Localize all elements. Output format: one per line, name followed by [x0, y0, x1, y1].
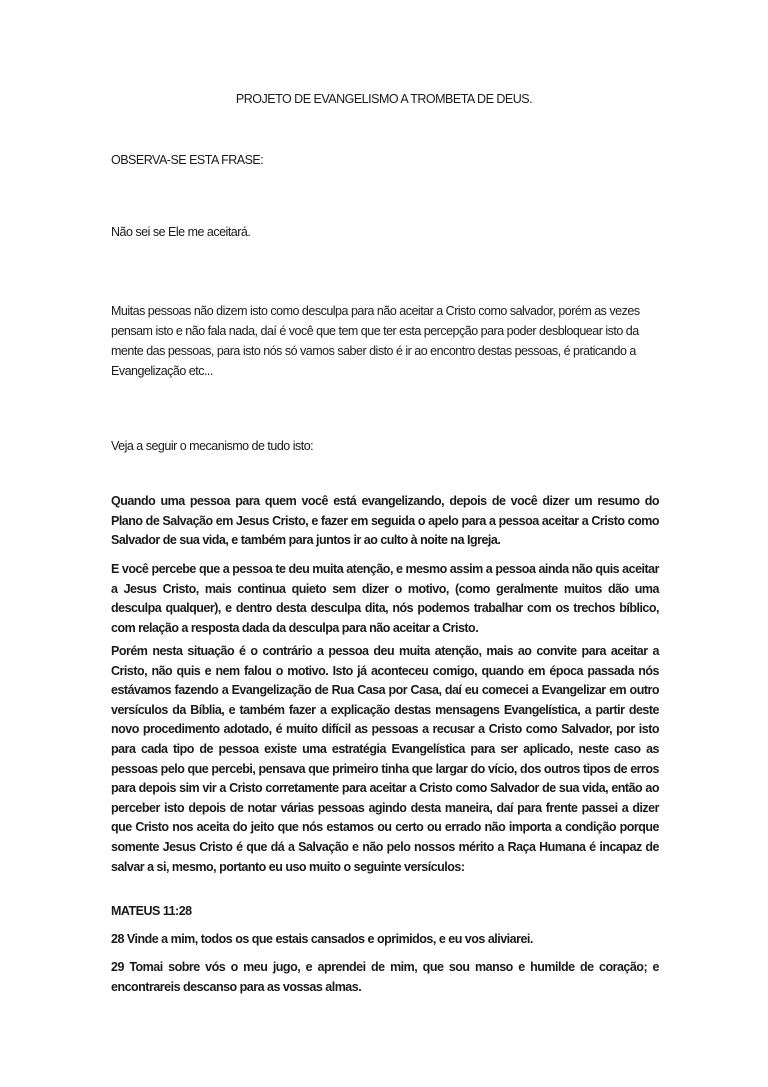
heading-phrase: OBSERVA-SE ESTA FRASE:: [111, 153, 264, 167]
intro-paragraph: Muitas pessoas não dizem isto como desculpa para não aceitar a Cristo como salvador, porém as vezes pensam isto e não fala nada, daí é você que tem que ter esta percepção para poder desbloquear isto da mente das pessoas, para isto nós só vamos saber disto é ir ao encontro destas pessoas, é praticando a Evangelização etc...: [111, 304, 640, 378]
verse-29: 29 Tomai sobre vós o meu jugo, e aprendei de mim, que sou manso e humilde de coração; e encontrareis descanso para as vossas almas.: [111, 960, 659, 994]
paragraph-2: E você percebe que a pessoa te deu muita atenção, e mesmo assim a pessoa ainda não quis aceitar a Jesus Cristo, mais continua quieto sem dizer o motivo, (como geralmente muitos dão uma desculpa qualquer), e dentro desta desculpa dita, nós podemos trabalhar com os trechos bíblico, com relação a resposta dada da desculpa para não aceitar a Cristo.: [111, 562, 659, 635]
verse-28: 28 Vinde a mim, todos os que estais cansados e oprimidos, e eu vos aliviarei.: [111, 932, 533, 946]
paragraph-1: Quando uma pessoa para quem você está evangelizando, depois de você dizer um resumo do Plano de Salvação em Jesus Cristo, e fazer em seguida o apelo para a pessoa aceitar a Cristo como Salvador de sua vida, e também para juntos ir ao culto à noite na Igreja.: [111, 494, 659, 548]
mechanism-line: Veja a seguir o mecanismo de tudo isto:: [111, 439, 314, 453]
scripture-reference: MATEUS 11:28: [111, 904, 192, 918]
paragraph-3: Porém nesta situação é o contrário a pessoa deu muita atenção, mais ao convite para aceitar a Cristo, não quis e nem falou o motivo. Isto já aconteceu comigo, quando em época passada nós estávamos fazendo a Evangelização de Rua Casa por Casa, daí eu comecei a Evangelizar em outro versículos da Bíblia, e também fazer a explicação destas mensagens Evangelística, a partir deste novo procedimento adotado, é muito difícil as pessoas a recusar a Cristo como Salvador, por isto para cada tipo de pessoa existe uma estratégia Evangelística para ser aplicado, neste caso as pessoas pelo que percebi, pensava que primeiro tinha que largar do vício, dos outros tipos de erros para depois sim vir a Cristo corretamente para aceitar a Cristo como Salvador de sua vida, então ao perceber isto depois de notar várias pessoas agindo desta maneira, daí para frente passei a dizer que Cristo nos aceita do jeito que nós estamos ou certo ou errado não importa a condição porque somente Jesus Cristo é que dá a Salvação e não pelo nossos mérito a Raça Humana é incapaz de salvar a si, mesmo, portanto eu uso muito o seguinte versículos:: [111, 644, 659, 874]
quote-line: Não sei se Ele me aceitará.: [111, 225, 251, 239]
document-title: PROJETO DE EVANGELISMO A TROMBETA DE DEUS.: [235, 92, 533, 106]
